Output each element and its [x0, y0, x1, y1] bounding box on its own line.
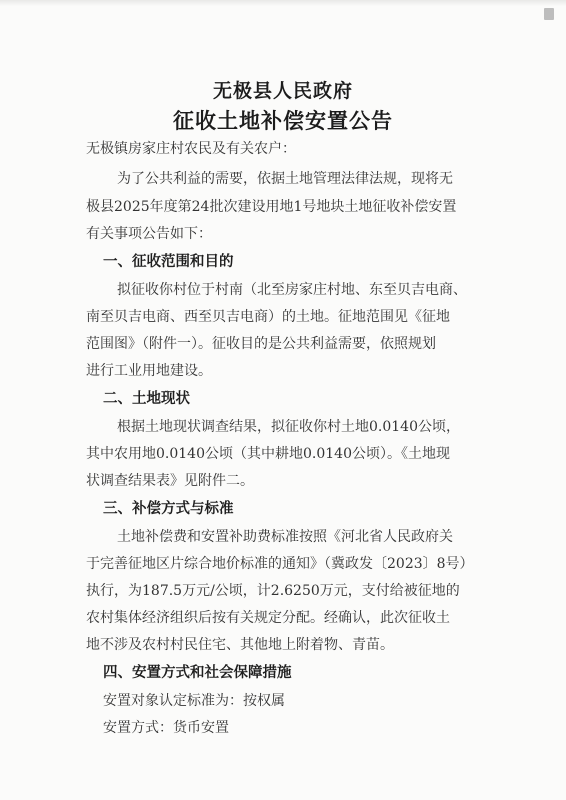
section-1-line-1: 拟征收你村位于村南（北至房家庄村地、东至贝吉电商、	[117, 282, 467, 298]
section-4-heading: 四、安置方式和社会保障措施	[103, 664, 292, 681]
section-3-line-1: 土地补偿费和安置补助费标准按照《河北省人民政府关	[117, 529, 453, 545]
section-3-heading: 三、补偿方式与标准	[103, 500, 234, 517]
section-1-line-3: 范围图》（附件一）。征收目的是公共利益需要，依照规划	[86, 336, 436, 352]
section-2-line-3: 状调查结果表》见附件二。	[86, 473, 254, 489]
scan-edge	[0, 0, 566, 6]
intro-line-3: 有关事项公告如下：	[86, 226, 212, 242]
scan-corner-mark	[544, 8, 554, 20]
section-3-line-3: 执行，为187.5万元/公顷，计2.6250万元，支付给被征地的	[86, 583, 460, 599]
intro-line-1: 为了公共利益的需要，依据土地管理法律法规，现将无	[117, 171, 453, 187]
section-2-line-2: 其中农用地0.0140公顷（其中耕地0.0140公顷）。《土地现	[86, 446, 450, 462]
section-3-line-4: 农村集体经济组织后按有关规定分配。经确认，此次征收土	[86, 610, 450, 626]
section-3-line-5: 地不涉及农村村民住宅、其他地上附着物、青苗。	[86, 637, 394, 653]
section-1-line-2: 南至贝吉电商、西至贝吉电商）的土地。征地范围见《征地	[86, 309, 450, 325]
intro-line-2: 极县2025年度第24批次建设用地1号地块土地征收补偿安置	[86, 199, 457, 215]
notice-title: 征收土地补偿安置公告	[173, 108, 393, 133]
section-2-line-1: 根据土地现状调查结果，拟征收你村土地0.0140公顷，	[117, 419, 460, 435]
section-4-line-1: 安置对象认定标准为：按权属	[103, 693, 285, 709]
salutation: 无极镇房家庄村农民及有关农户：	[86, 141, 296, 157]
section-3-line-2: 于完善征地区片综合地价标准的通知》（冀政发〔2023〕8号）	[86, 556, 474, 572]
section-1-line-4: 进行工业用地建设。	[86, 363, 212, 379]
section-4-line-2: 安置方式：货币安置	[103, 720, 229, 736]
issuer-title: 无极县人民政府	[212, 80, 353, 102]
section-2-heading: 二、土地现状	[103, 390, 190, 407]
section-1-heading: 一、征收范围和目的	[103, 253, 234, 270]
